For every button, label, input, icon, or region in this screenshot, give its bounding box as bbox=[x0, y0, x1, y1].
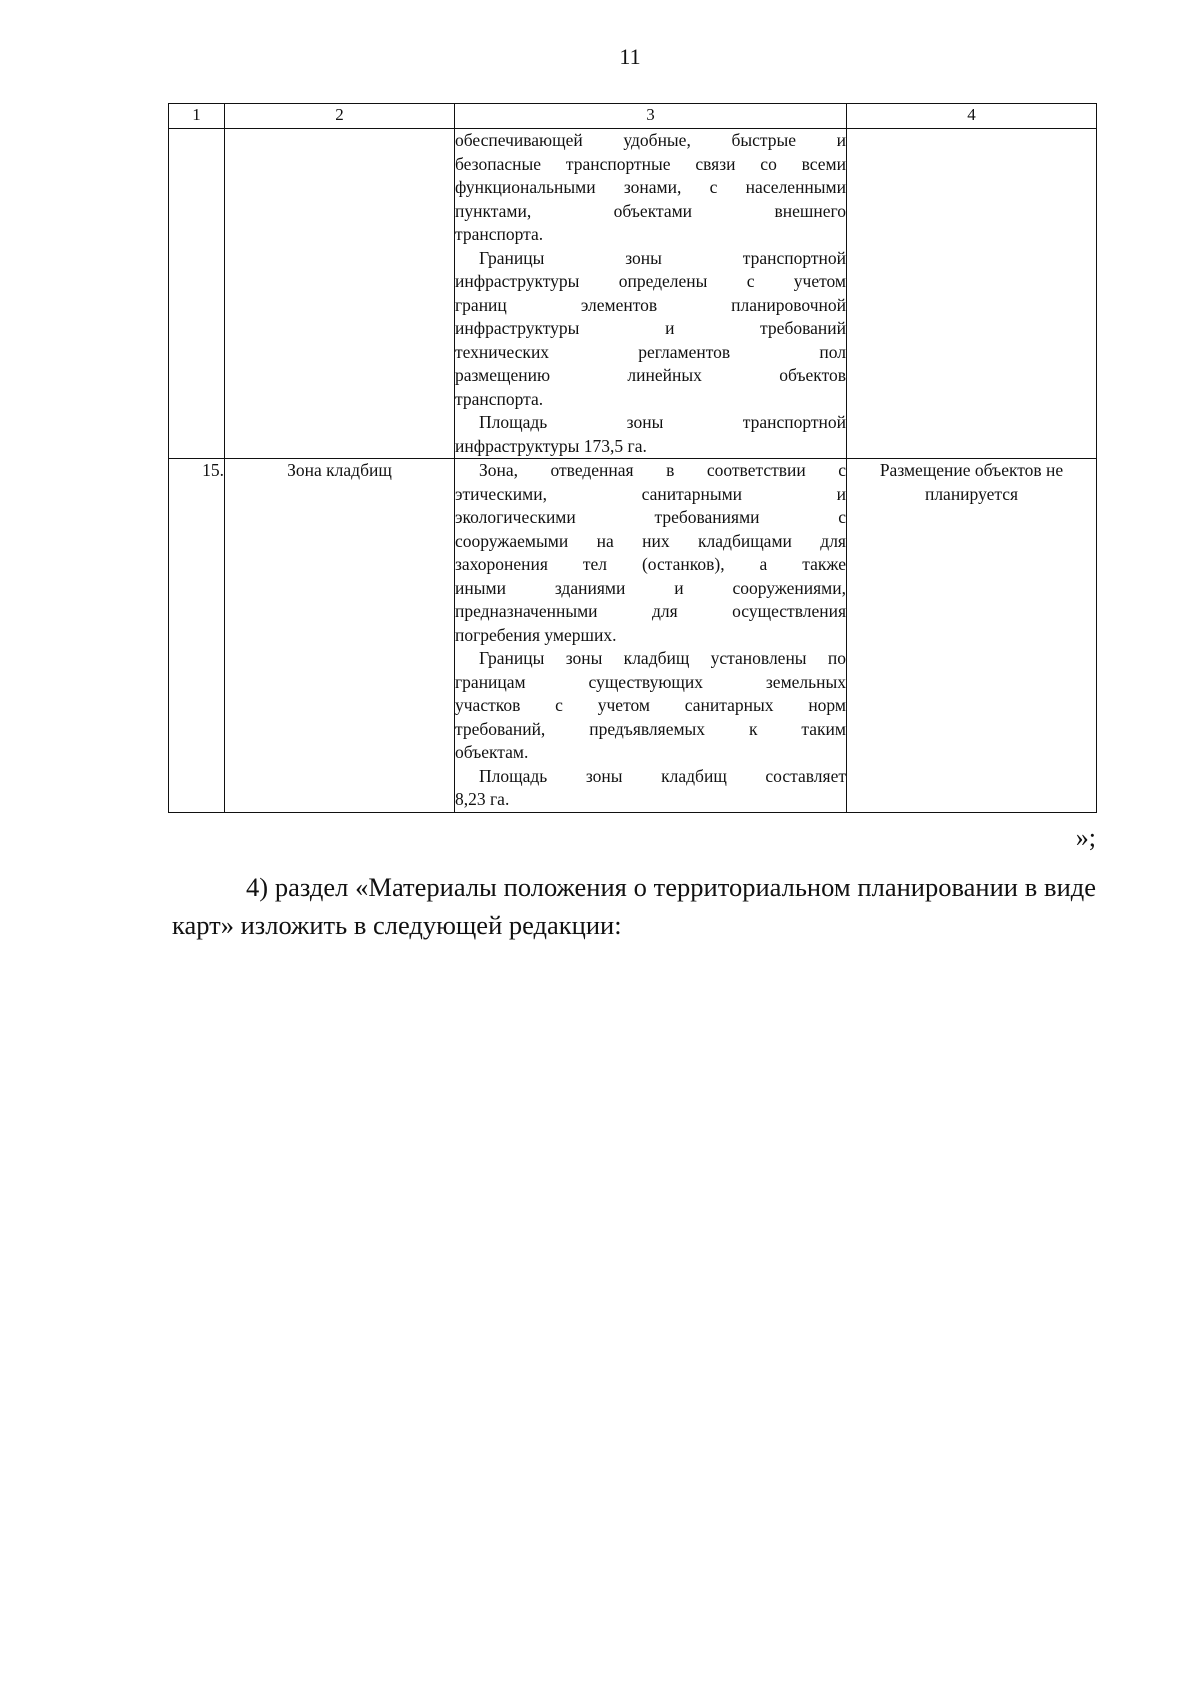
description-line: пунктами, объектами внешнего bbox=[455, 200, 846, 221]
zone-name-cell: Зона кладбищ bbox=[225, 459, 455, 813]
description-line: погребения умерших. bbox=[455, 624, 617, 645]
description-line: экологическими требованиями с bbox=[455, 507, 846, 527]
description-line: транспорта. bbox=[455, 224, 544, 244]
row-number-cell bbox=[169, 129, 225, 459]
page-number: 11 bbox=[619, 44, 641, 69]
table-row bbox=[169, 459, 1097, 813]
table-row bbox=[169, 129, 1097, 459]
description-line: безопасные транспортные связи со всеми bbox=[455, 153, 846, 174]
description-line: объектам. bbox=[455, 742, 529, 762]
description-line: предназначенными для осуществления bbox=[455, 601, 846, 621]
zones-table bbox=[168, 103, 1097, 813]
table-header-row bbox=[169, 104, 1097, 129]
zone-description-cell bbox=[455, 459, 847, 813]
description-line: 8,23 га. bbox=[455, 789, 510, 809]
description-line: захоронения тел (останков), а также bbox=[455, 554, 846, 574]
planned-objects-cell: Размещение объектов не планируется bbox=[847, 459, 1097, 813]
description-line: сооружаемыми на них кладбищами для bbox=[455, 530, 846, 551]
description-line: Границы зоны транспортной bbox=[479, 247, 846, 268]
description-line: инфраструктуры и требований bbox=[455, 318, 846, 338]
description-line: размещению линейных объектов bbox=[455, 365, 846, 385]
description-line: инфраструктуры определены с учетом bbox=[455, 271, 846, 291]
description-line: технических регламентов пол bbox=[455, 341, 846, 362]
closing-quote: »; bbox=[1075, 823, 1096, 852]
column-header: 2 bbox=[225, 104, 455, 129]
description-line: Зона, отведенная в соответствии с bbox=[479, 460, 846, 480]
zone-description-cell bbox=[455, 129, 847, 459]
row-number-cell: 15. bbox=[169, 459, 225, 813]
description-line: этическими, санитарными и bbox=[455, 483, 846, 504]
description-line: Площадь зоны транспортной bbox=[479, 412, 846, 432]
zone-name-cell bbox=[225, 129, 455, 459]
description-line: функциональными зонами, с населенными bbox=[455, 177, 846, 197]
column-header: 1 bbox=[169, 104, 225, 129]
description-line: границ элементов планировочной bbox=[455, 294, 846, 315]
column-header: 3 bbox=[455, 104, 847, 129]
description-line: иными зданиями и сооружениями, bbox=[455, 577, 846, 598]
description-line: границам существующих земельных bbox=[455, 671, 846, 692]
column-header: 4 bbox=[847, 104, 1097, 129]
description-line: инфраструктуры 173,5 га. bbox=[455, 435, 647, 456]
description-line: Границы зоны кладбищ установлены по bbox=[479, 648, 846, 668]
amendment-paragraph: 4) раздел «Материалы положения о территориальном планировании в виде карт» изложить в следующей редакции: bbox=[172, 872, 1096, 940]
description-line: транспорта. bbox=[455, 388, 544, 409]
description-line: Площадь зоны кладбищ составляет bbox=[479, 765, 846, 786]
description-line: участков с учетом санитарных норм bbox=[455, 695, 846, 715]
description-line: требований, предъявляемых к таким bbox=[455, 718, 846, 739]
planned-objects-cell bbox=[847, 129, 1097, 459]
description-line: обеспечивающей удобные, быстрые и bbox=[455, 130, 846, 150]
